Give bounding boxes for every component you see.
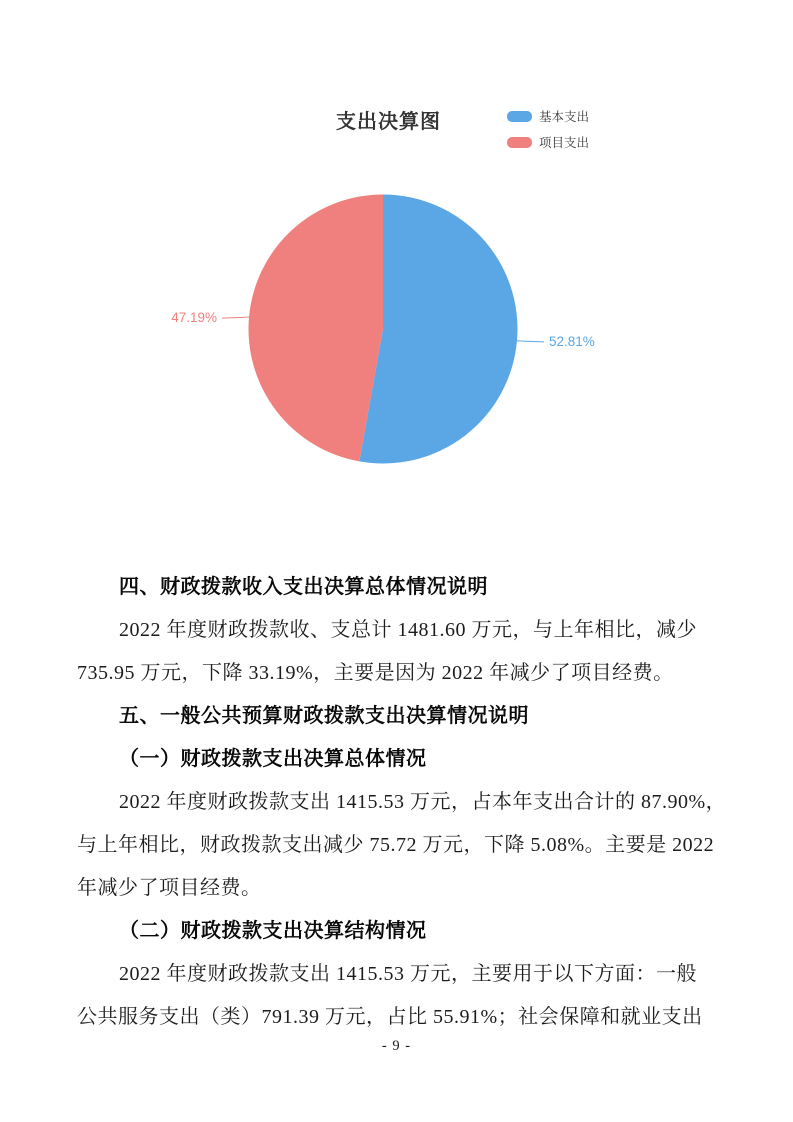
subsection-heading-5-2: （二）财政拨款支出决算结构情况 [119,920,427,942]
pie-chart-svg [0,0,793,560]
paragraph-line: 735.95 万元，下降 33.19%，主要是因为 2022 年减少了项目经费。 [77,662,674,684]
pie-label-leader-line-1 [222,317,249,318]
paragraph-line: 年减少了项目经费。 [77,877,262,899]
paragraph-line: 2022 年度财政拨款收、支总计 1481.60 万元，与上年相比，减少 [119,619,697,641]
pie-label-leader-line-0 [517,341,544,342]
section-heading-4: 四、财政拨款收入支出决算总体情况说明 [119,576,488,598]
section-heading-5: 五、一般公共预算财政拨款支出决算情况说明 [119,705,529,727]
paragraph-line: 2022 年度财政拨款支出 1415.53 万元，主要用于以下方面：一般 [119,963,697,985]
paragraph-line: 公共服务支出（类）791.39 万元，占比 55.91%；社会保障和就业支出 [77,1006,703,1028]
pie-percentage-label-0: 52.81% [548,333,595,349]
subsection-heading-5-1: （一）财政拨款支出决算总体情况 [119,748,427,770]
legend-label-project-expenditure: 项目支出 [539,136,590,150]
pie-percentage-label-1: 47.19% [171,310,218,326]
page-number: - 9 - [381,1038,412,1054]
paragraph-line: 2022 年度财政拨款支出 1415.53 万元，占本年支出合计的 87.90%， [119,791,727,813]
document-body [77,566,727,1039]
chart-title: 支出决算图 [336,111,441,133]
pie-slice-0 [359,195,517,464]
pie-slice-1 [249,195,383,462]
legend-label-basic-expenditure: 基本支出 [539,110,590,124]
paragraph-line: 与上年相比，财政拨款支出减少 75.72 万元，下降 5.08%。主要是 2022 [77,834,715,856]
